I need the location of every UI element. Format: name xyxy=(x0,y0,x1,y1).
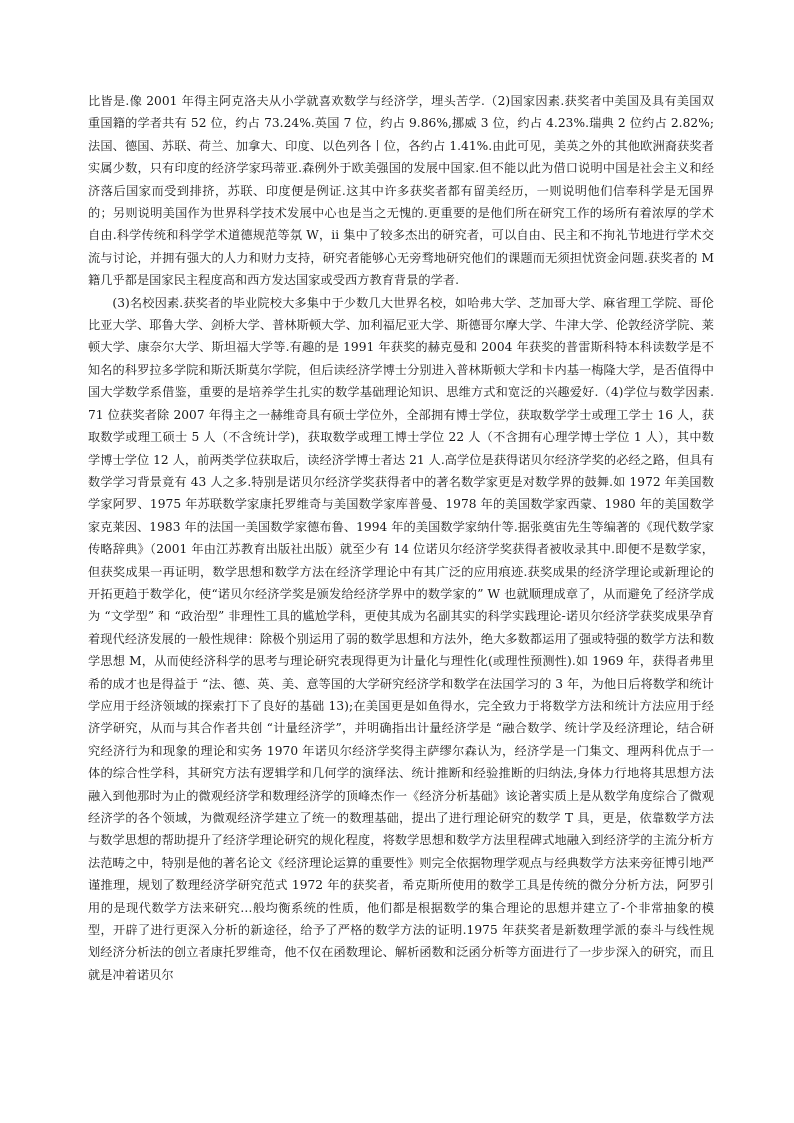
document-page xyxy=(88,90,714,1030)
body-paragraph-2: (3)名校因素.获奖者的毕业院校大多集中于少数几大世界名校，如哈弗大学、芝加哥大学、麻省理工学院、哥伦比亚大学、耶鲁大学、剑桥大学、普林斯顿大学、加利福尼亚大学、斯德哥尔摩大学、牛津大学、伦敦经济学院、莱顿大学、康奈尔大学、斯坦福大学等.有趣的是 1991 年获奖的赫克曼和 2004 年获奖的普雷斯科特本科读数学是不知名的科罗拉多学院和斯沃斯莫尔学院，但后读经济学博士分别进入普林斯顿大学和卡内基一梅隆大学，是否值得中国大学数学系借鉴，重要的是培养学生扎实的数学基础理论知识、思维方式和宽泛的兴趣爱好.（4)学位与数学因素.71 位获奖者除 2007 年得主之一赫维奇具有硕士学位外，全部拥有博士学位，获取数学学士或理工学士 16 人，获取数学或理工硕士 5 人（不含统计学)，获取数学或理工博士学位 22 人（不含拥有心理学博士学位 1 人），其中数学博士学位 12 人，前两类学位获取后，读经济学博士者达 21 人.高学位是获得诺贝尔经济学奖的必经之路，但具有数学学习背景竟有 43 人之多.特别是诺贝尔经济学奖获得者中的著名数学家更是对数学界的鼓舞.如 1972 年美国数学家阿罗、1975 年苏联数学家康托罗维奇与美国数学家库普曼、1978 年的美国数学家西蒙、1980 年的美国数学家克莱因、1983 年的法国一美国数学家德布鲁、1994 年的美国数学家纳什等.据张奠宙先生等编著的《现代数学家传略辞典》（2001 年由江苏教育出版社出版）就至少有 14 位诺贝尔经济学奖获得者被收录其中.即便不是数学家，但获奖成果一再证明，数学思想和数学方法在经济学理论中有其广泛的应用痕迹.获奖成果的经济学理论或新理论的开拓更趋于数学化，使“诺贝尔经济学奖是颁发给经济学界中的数学家的” W 也就顺理成章了，从而避免了经济学成为 “文学型” 和 “政治型” 非理性工具的尴尬学科，更使其成为名副其实的科学实践理论-诺贝尔经济学获奖成果孕育着现代经济发展的一般性规律：除极个别运用了弱的数学思想和方法外，绝大多数都运用了强或特强的数学方法和数学思想 M，从而使经济科学的思考与理论研究表现得更为计量化与理性化(或理性预测性).如 1969 年，获得者弗里希的成才也是得益于 “法、德、英、美、意等国的大学研究经济学和数学在法国学习的 3 年，为他日后将数学和统计学应用于经济领域的探索打下了良好的基础 13);在美国更是如鱼得水，完全致力于将数学方法和统计方法应用于经济学研究，从而与其合作者共创 “计量经济学”，并明确指出计量经济学是 “融合数学、统计学及经济理论，结合研究经济行为和现象的理论和实务 1970 年诺贝尔经济学奖得主萨缪尔森认为，经济学是一门集文、理两科优点于一体的综合性学科，其研究方法有逻辑学和几何学的演绎法、统计推断和经验推断的归纳法,身体力行地将其思想方法融入到他那时为止的微观经济学和数理经济学的顶峰杰作一《经济分析基础》该论著实质上是从数学角度综合了微观经济学的各个领域，为微观经济学建立了统一的数理基础，提出了进行理论研究的数学 T 具，更是，依靠数学方法与数学思想的帮助提升了经济学理论研究的规化程度，将数学思想和数学方法里程碑式地融入到经济学的主流分析方法范畴之中，特别是他的著名论文《经济理论运算的重要性》则完全依据物理学观点与经典数学方法来旁征博引地严谨推理，规划了数理经济学研究范式 1972 年的获奖者，希克斯所使用的数学工具是传统的微分分析方法，阿罗引用的是现代数学方法来研究…般均衡系统的性质，他们都是根据数学的集合理论的思想并建立了-个非常抽象的模型，开辟了进行更深入分析的新途径，给予了严格的数学方法的证明.1975 年获奖者是新数理学派的泰斗与线性规划经济分析法的创立者康托罗维奇，他不仅在函数理论、解析函数和泛函分析等方面进行了一步步深入的研究，而且就是冲着诺贝尔 xyxy=(88,295,714,982)
body-paragraph-1: 比皆是.像 2001 年得主阿克洛夫从小学就喜欢数学与经济学，埋头苦学.（2)国家因素.获奖者中美国及具有美国双重国籍的学者共有 52 位，约占 73.24%.英国 7 位，约占 9.86%,挪威 3 位，约占 4.23%.瑞典 2 位约占 2.82%;法国、德国、苏联、荷兰、加拿大、印度、以色列各丨位，各约占 1.41%.由此可见，美英之外的其他欧洲裔获奖者实属少数，只有印度的经济学家玛蒂亚.森例外于欧美强国的发展中国家.但不能以此为借口说明中国是社会主义和经济落后国家而受到排挤，苏联、印度便是例证.这其中许多获奖者都有留美经历，一则说明他们信奉科学是无国界的；另则说明美国作为世界科学技术发展中心也是当之无愧的.更重要的是他们所在研究工作的场所有着浓厚的学术自由.科学传统和科学学术道德规范等氛 W，ii 集中了较多杰出的研究者，可以自由、民主和不拘礼节地进行学术交流与讨论，并拥有强大的人力和财力支持，研究者能够心无旁骛地研究他们的课题而无须担忧资金问题.获奖者的 M 籍几乎都是国家民主程度高和西方发达国家或受西方教育背景的学者. xyxy=(88,94,714,288)
